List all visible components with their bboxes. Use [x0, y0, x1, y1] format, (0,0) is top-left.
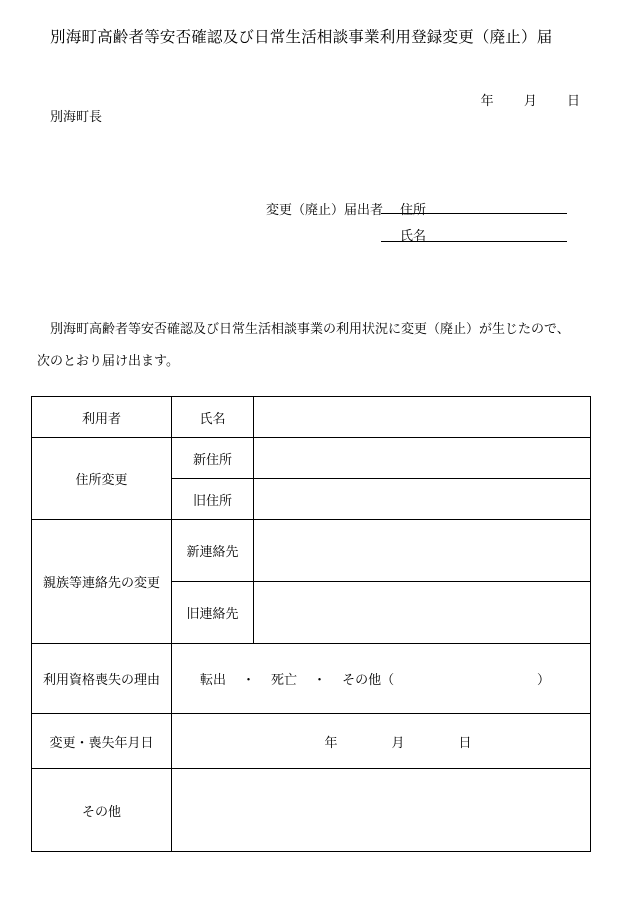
- address-change-label: 住所変更: [32, 438, 172, 520]
- separator: ・: [242, 673, 256, 688]
- date-day: 日: [566, 94, 580, 109]
- applicant-address-field[interactable]: [381, 213, 567, 214]
- user-name-label: 氏名: [172, 397, 254, 438]
- addressee: 別海町長: [50, 110, 103, 125]
- user-label: 利用者: [32, 397, 172, 438]
- applicant-name-field[interactable]: [381, 241, 567, 242]
- change-date-label: 変更・喪失年月日: [32, 714, 172, 769]
- reason-other[interactable]: その他（: [342, 673, 395, 688]
- user-name-field[interactable]: [254, 397, 591, 438]
- old-contact-field[interactable]: [254, 582, 591, 644]
- table-row: [32, 769, 591, 852]
- change-date-day: 日: [458, 735, 472, 751]
- applicant-label: 変更（廃止）届出者: [266, 203, 384, 218]
- change-date-field[interactable]: [172, 714, 591, 769]
- reason-other-close: ）: [536, 673, 550, 688]
- change-date-month: 月: [391, 735, 405, 751]
- separator: ・: [313, 673, 327, 688]
- reason-options: [172, 644, 591, 714]
- new-contact-label: 新連絡先: [172, 520, 254, 582]
- applicant-name-label: 氏名: [400, 229, 427, 244]
- new-address-label: 新住所: [172, 438, 254, 479]
- date-month: 月: [523, 94, 537, 109]
- contact-change-label: 親族等連絡先の変更: [32, 520, 172, 644]
- old-address-field[interactable]: [254, 479, 591, 520]
- table-row: [32, 714, 591, 769]
- reason-death[interactable]: 死亡: [271, 673, 298, 688]
- table-row: [32, 520, 591, 582]
- applicant-address-label: 住所: [400, 203, 427, 218]
- old-contact-label: 旧連絡先: [172, 582, 254, 644]
- reason-label: 利用資格喪失の理由: [32, 644, 172, 714]
- body-text-line1: 別海町高齢者等安否確認及び日常生活相談事業の利用状況に変更（廃止）が生じたので、: [50, 322, 570, 337]
- reason-move-out[interactable]: 転出: [200, 673, 227, 688]
- change-date-year: 年: [324, 735, 338, 751]
- document-title: 別海町高齢者等安否確認及び日常生活相談事業利用登録変更（廃止）届: [50, 28, 553, 46]
- submission-date: [455, 90, 580, 109]
- table-row: [32, 438, 591, 479]
- new-address-field[interactable]: [254, 438, 591, 479]
- other-field[interactable]: [172, 769, 591, 852]
- new-contact-field[interactable]: [254, 520, 591, 582]
- date-year: 年: [480, 94, 494, 109]
- table-row: [32, 644, 591, 714]
- old-address-label: 旧住所: [172, 479, 254, 520]
- body-text-line2: 次のとおり届け出ます。: [37, 354, 179, 369]
- other-label: その他: [32, 769, 172, 852]
- registration-change-table: [31, 396, 591, 852]
- table-row: [32, 397, 591, 438]
